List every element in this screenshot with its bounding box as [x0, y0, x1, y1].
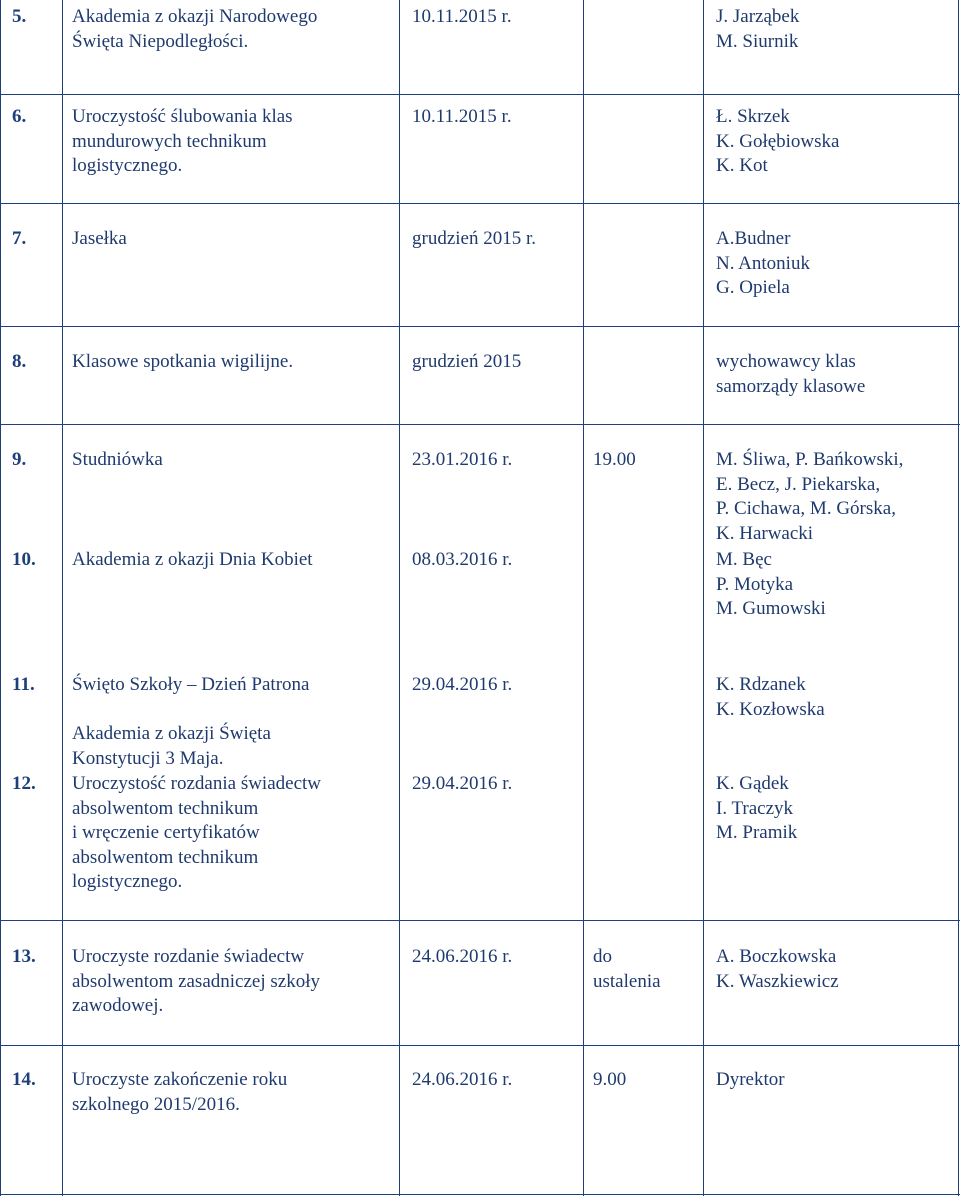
cell-event-line: Uroczyste rozdanie świadectw [72, 946, 305, 967]
cell-date-line: 24.06.2016 r. [412, 1069, 513, 1090]
cell-responsible-line: K. Harwacki [716, 522, 814, 544]
cell-event [72, 227, 127, 252]
cell-event [72, 673, 309, 771]
cell-time-line: do [593, 946, 612, 967]
cell-date [412, 105, 512, 130]
cell-date-line: grudzień 2015 r. [412, 228, 537, 249]
cell-event-line: Uroczystość rozdania świadectw [72, 773, 322, 794]
cell-date-line: 10.11.2015 r. [412, 6, 512, 27]
cell-event [72, 772, 321, 895]
cell-responsible-line: K. Gołębiowska [716, 130, 840, 152]
cell-responsible-line: M. Pramik [716, 822, 798, 843]
cell-num: 10. [12, 549, 36, 570]
cell-responsible [716, 448, 903, 546]
cell-num: 7. [12, 228, 27, 249]
cell-date [412, 350, 521, 375]
cell-date [412, 548, 512, 573]
cell-responsible-line: M. Gumowski [716, 598, 826, 619]
cell-date-line: 29.04.2016 r. [412, 773, 513, 794]
cell-responsible-line: K. Kot [716, 155, 768, 176]
cell-event-line: Jasełka [72, 228, 127, 249]
cell-responsible-line: Dyrektor [716, 1069, 785, 1090]
cell-responsible-line: K. Waszkiewicz [716, 970, 839, 992]
cell-event [72, 448, 163, 473]
cell-event-line: logistycznego. [72, 155, 183, 176]
cell-event-line: absolwentom zasadniczej szkoły [72, 970, 320, 992]
cell-date [412, 5, 512, 30]
cell-responsible-line: J. Jarząbek [716, 6, 800, 27]
cell-date [412, 945, 512, 970]
cell-date-line: 29.04.2016 r. [412, 674, 513, 695]
cell-num: 12. [12, 773, 36, 794]
cell-responsible-line: K. Kozłowska [716, 698, 825, 720]
cell-responsible-line: A. Boczkowska [716, 946, 837, 967]
cell-time-line: 19.00 [593, 449, 636, 470]
cell-responsible-line: M. Bęc [716, 549, 772, 570]
cell-time-line: ustalenia [593, 970, 661, 992]
cell-event-line: Klasowe spotkania wigilijne. [72, 351, 294, 372]
cell-date-line: 08.03.2016 r. [412, 549, 513, 570]
cell-event [72, 1068, 287, 1117]
cell-responsible-line: P. Motyka [716, 573, 794, 595]
cell-event-line: Akademia z okazji Święta [72, 723, 271, 744]
cell-date-line: 10.11.2015 r. [412, 106, 512, 127]
cell-event-line: Święta Niepodległości. [72, 30, 249, 52]
cell-event-line: Studniówka [72, 449, 163, 470]
cell-num: 11. [12, 674, 35, 695]
cell-responsible-line: I. Traczyk [716, 797, 794, 819]
cell-num: 5. [12, 6, 27, 27]
cell-date [412, 772, 512, 797]
cell-event-line: zawodowej. [72, 995, 164, 1016]
cell-time [593, 1068, 626, 1093]
cell-responsible [716, 1068, 785, 1093]
cell-responsible [716, 772, 797, 846]
cell-event-line: szkolnego 2015/2016. [72, 1093, 240, 1115]
cell-responsible-line: Ł. Skrzek [716, 106, 790, 127]
cell-responsible [716, 350, 865, 399]
cell-responsible-line: A.Budner [716, 228, 791, 249]
cell-responsible [716, 105, 839, 179]
cell-event-line: logistycznego. [72, 871, 183, 892]
cell-responsible-line: N. Antoniuk [716, 252, 810, 274]
cell-event-line: i wręczenie certyfikatów [72, 822, 260, 843]
cell-responsible-line: K. Gądek [716, 773, 789, 794]
cell-responsible-line: samorządy klasowe [716, 375, 866, 397]
cell-date [412, 1068, 512, 1093]
cell-num: 14. [12, 1069, 36, 1090]
cell-event-line [72, 698, 309, 723]
cell-event-line: mundurowych technikum [72, 130, 267, 152]
cell-responsible-line: E. Becz, J. Piekarska, [716, 473, 881, 495]
cell-event-line: Akademia z okazji Narodowego [72, 6, 318, 27]
cell-date-line: grudzień 2015 [412, 351, 522, 372]
cell-time [593, 448, 636, 473]
cell-event-line: Konstytucji 3 Maja. [72, 747, 224, 769]
cell-responsible-line: G. Opiela [716, 277, 790, 298]
cell-responsible-line: wychowawcy klas [716, 351, 856, 372]
cell-responsible [716, 5, 799, 54]
cell-responsible-line: M. Siurnik [716, 30, 799, 52]
cell-event-line: absolwentom technikum [72, 846, 259, 868]
cell-date [412, 227, 536, 252]
cell-responsible-line: K. Rdzanek [716, 674, 806, 695]
cell-num: 8. [12, 351, 27, 372]
cell-responsible-line: M. Śliwa, P. Bańkowski, [716, 449, 904, 470]
cell-responsible [716, 945, 839, 994]
cell-event-line: absolwentom technikum [72, 797, 259, 819]
cell-event [72, 350, 293, 375]
cell-responsible [716, 227, 810, 301]
cell-time [593, 945, 661, 994]
cell-event-line: Święto Szkoły – Dzień Patrona [72, 674, 310, 695]
cell-event-line: Uroczyste zakończenie roku [72, 1069, 288, 1090]
cell-event [72, 105, 293, 179]
cell-responsible [716, 673, 825, 722]
cell-event-line: Akademia z okazji Dnia Kobiet [72, 549, 313, 570]
cell-date-line: 24.06.2016 r. [412, 946, 513, 967]
cell-num: 6. [12, 106, 27, 127]
cell-event-line: Uroczystość ślubowania klas [72, 106, 293, 127]
cell-date [412, 673, 512, 698]
cell-date [412, 448, 512, 473]
cell-responsible [716, 548, 826, 622]
cell-num: 9. [12, 449, 27, 470]
cell-event [72, 945, 320, 1019]
cell-responsible-line: P. Cichawa, M. Górska, [716, 498, 896, 519]
cell-time-line: 9.00 [593, 1069, 627, 1090]
cell-num: 13. [12, 946, 36, 967]
cell-date-line: 23.01.2016 r. [412, 449, 513, 470]
cell-event [72, 548, 313, 573]
cell-event [72, 5, 317, 54]
